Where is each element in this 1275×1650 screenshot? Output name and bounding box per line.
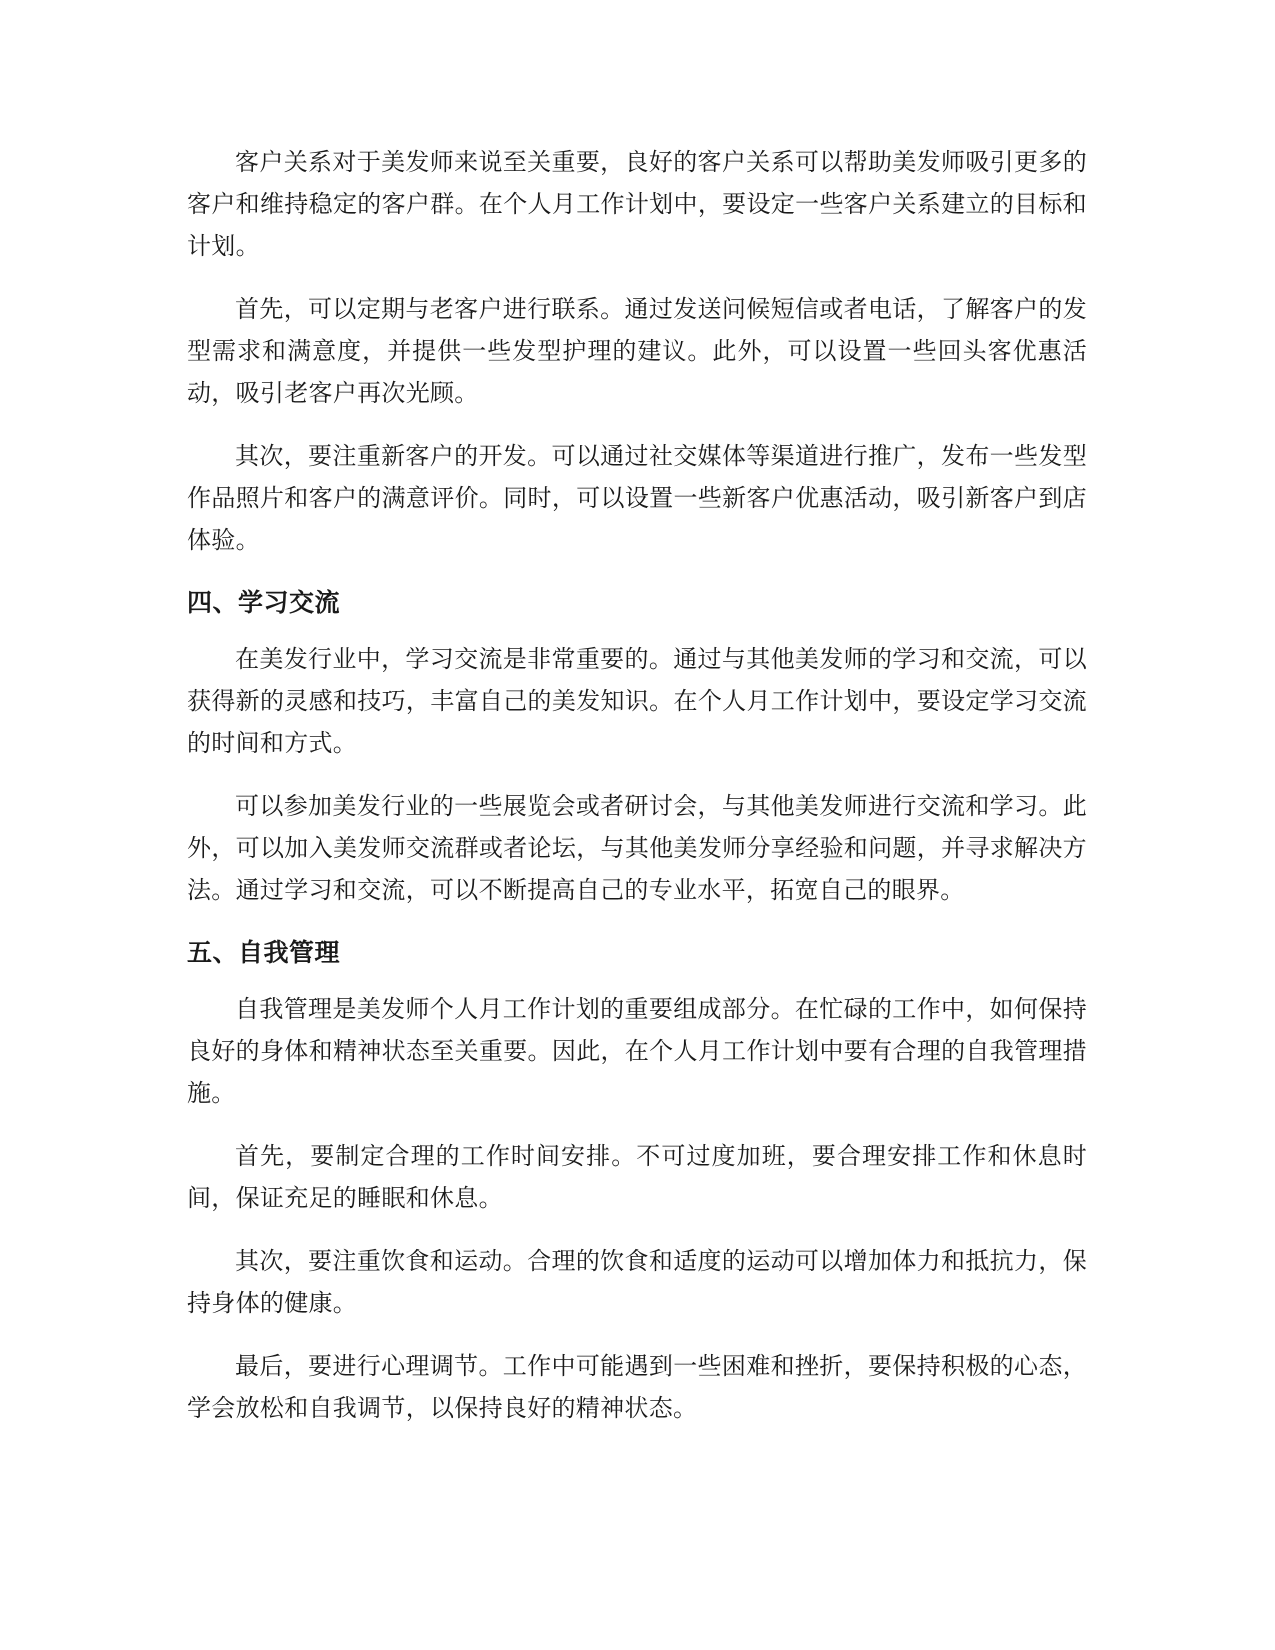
document-body [187, 141, 1087, 1450]
learning-paragraph-2: 可以参加美发行业的一些展览会或者研讨会，与其他美发师进行交流和学习。此外，可以加入美发师交流群或者论坛，与其他美发师分享经验和问题，并寻求解决方法。通过学习和交流，可以不断提高自己的专业水平，拓宽自己的眼界。 [187, 792, 1087, 904]
learning-paragraph-1: 在美发行业中，学习交流是非常重要的。通过与其他美发师的学习和交流，可以获得新的灵感和技巧，丰富自己的美发知识。在个人月工作计划中，要设定学习交流的时间和方式。 [187, 645, 1087, 757]
self-management-paragraph-2: 首先，要制定合理的工作时间安排。不可过度加班，要合理安排工作和休息时间，保证充足的睡眠和休息。 [187, 1142, 1087, 1212]
self-management-paragraph-3: 其次，要注重饮食和运动。合理的饮食和适度的运动可以增加体力和抵抗力，保持身体的健康。 [187, 1247, 1087, 1317]
intro-paragraph-1: 客户关系对于美发师来说至关重要，良好的客户关系可以帮助美发师吸引更多的客户和维持稳定的客户群。在个人月工作计划中，要设定一些客户关系建立的目标和计划。 [187, 148, 1087, 260]
section-heading-self-management: 五、自我管理 [187, 938, 341, 967]
self-management-paragraph-1: 自我管理是美发师个人月工作计划的重要组成部分。在忙碌的工作中，如何保持良好的身体和精神状态至关重要。因此，在个人月工作计划中要有合理的自我管理措施。 [187, 995, 1087, 1107]
self-management-paragraph-4: 最后，要进行心理调节。工作中可能遇到一些困难和挫折，要保持积极的心态，学会放松和自我调节，以保持良好的精神状态。 [187, 1352, 1087, 1422]
section-heading-learning: 四、学习交流 [187, 588, 341, 617]
intro-paragraph-3: 其次，要注重新客户的开发。可以通过社交媒体等渠道进行推广，发布一些发型作品照片和客户的满意评价。同时，可以设置一些新客户优惠活动，吸引新客户到店体验。 [187, 442, 1087, 554]
intro-paragraph-2: 首先，可以定期与老客户进行联系。通过发送问候短信或者电话，了解客户的发型需求和满意度，并提供一些发型护理的建议。此外，可以设置一些回头客优惠活动，吸引老客户再次光顾。 [187, 295, 1087, 407]
